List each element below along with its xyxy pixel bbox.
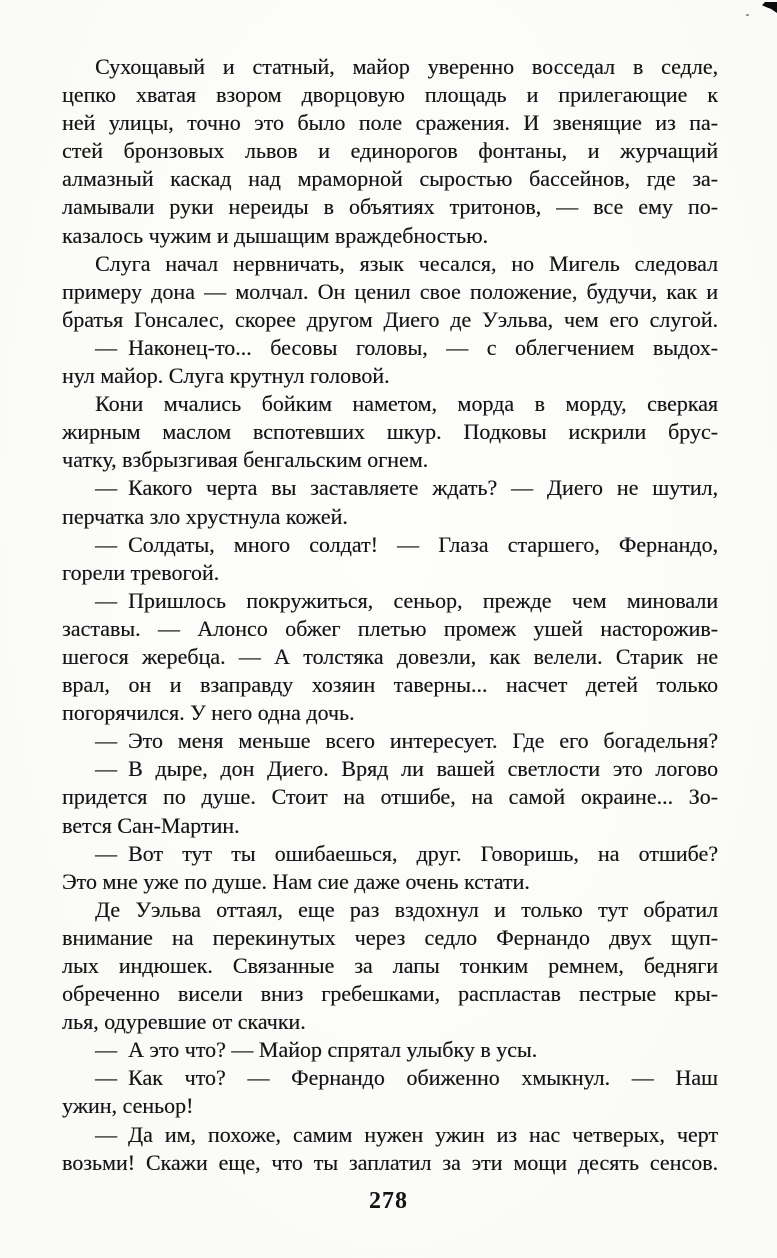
text-line: ужин, сеньор! — [62, 1093, 194, 1119]
text-line: Это мне уже по душе. Нам сие даже очень кстати. — [62, 868, 530, 894]
text-line: — Пришлось покружиться, сеньор, прежде чем миновали — [95, 587, 718, 613]
text-line: алмазный каскад над мраморной сыростью бассейнов, где за- — [62, 166, 718, 192]
paragraph — [62, 1121, 718, 1177]
text-line: — Как что? — Фернандо обиженно хмыкнул. — Наш — [95, 1065, 718, 1091]
paragraph — [62, 1064, 718, 1120]
paragraph — [62, 840, 718, 896]
text-line: Кони мчались бойким наметом, морда в морду, сверкая — [95, 391, 718, 417]
paragraph — [62, 250, 718, 334]
text-line: обреченно висели вниз гребешками, распластав пестрые кры- — [62, 981, 718, 1007]
paragraph — [62, 1036, 718, 1064]
text-line: чатку, взбрызгивая бенгальским огнем. — [62, 447, 429, 473]
paragraph — [62, 587, 718, 727]
text-line: — Это меня меньше всего интересует. Где его богадельня? — [95, 728, 718, 754]
paragraph — [62, 896, 718, 1036]
text-line: возьми! Скажи еще, что ты заплатил за эти мощи десять сенсов. — [62, 1149, 718, 1175]
text-line: Слуга начал нервничать, язык чесался, но Мигель следовал — [95, 250, 718, 276]
text-line: — Вот тут ты ошибаешься, друг. Говоришь, на отшибе? — [95, 840, 718, 866]
text-line: лья, одуревшие от скачки. — [62, 1009, 306, 1035]
paragraph — [62, 727, 718, 755]
text-line: жирным маслом вспотевших шкур. Подковы искрили брус- — [62, 419, 718, 445]
paragraph — [62, 53, 718, 250]
text-line: заставы. — Алонсо обжег плетью промеж ушей насторожив- — [62, 615, 718, 641]
page-number: 278 — [369, 1188, 408, 1214]
paragraph — [62, 474, 718, 530]
text-line: — Солдаты, много солдат! — Глаза старшего, Фернандо, — [95, 531, 718, 557]
text-line: братья Гонсалес, скорее другом Диего де Уэльва, чем его слугой. — [62, 306, 718, 332]
text-line: придется по душе. Стоит на отшибе, на самой окраине... Зо- — [62, 784, 718, 810]
scan-artifact-corner-mark — [762, 2, 777, 13]
text-line: — Да им, похоже, самим нужен ужин из нас четверых, черт — [95, 1121, 718, 1147]
text-line: вется Сан-Мартин. — [62, 812, 240, 838]
paragraph — [62, 334, 718, 390]
text-line: Де Уэльва оттаял, еще раз вздохнул и только тут обратил — [95, 896, 718, 922]
paragraph — [62, 390, 718, 474]
paragraph — [62, 531, 718, 587]
text-line: шегося жеребца. — А толстяка довезли, как велели. Старик не — [62, 643, 718, 669]
paragraph — [62, 755, 718, 839]
text-line: стей бронзовых львов и единорогов фонтаны, и журчащий — [62, 138, 718, 164]
text-line: ламывали руки нереиды в объятиях тритонов, — все ему по- — [62, 194, 718, 220]
text-line: примеру дона — молчал. Он ценил свое положение, будучи, как и — [62, 278, 718, 304]
text-line: внимание на перекинутых через седло Фернандо двух щуп- — [62, 924, 718, 950]
page-text — [62, 53, 718, 1177]
text-line: — Наконец-то... бесовы головы, — с облегчением выдох- — [95, 334, 718, 360]
text-line: перчатка зло хрустнула кожей. — [62, 503, 348, 529]
text-line: лых индюшек. Связанные за лапы тонким ремнем, бедняги — [62, 953, 718, 978]
text-line: казалось чужим и дышащим враждебностью. — [62, 222, 489, 248]
text-line: — Какого черта вы заставляете ждать? — Диего не шутил, — [95, 475, 718, 501]
text-line: горели тревогой. — [62, 559, 220, 585]
text-line: врал, он и взаправду хозяин таверны... насчет детей только — [62, 672, 718, 698]
text-line: — В дыре, дон Диего. Вряд ли вашей светлости это логово — [95, 756, 718, 782]
text-line: Сухощавый и статный, майор уверенно восседал в седле, — [95, 54, 718, 79]
scan-artifact-speck — [746, 14, 749, 16]
text-line: погорячился. У него одна дочь. — [62, 700, 355, 726]
text-line: ней улицы, точно это было поле сражения. И звенящие из па- — [62, 110, 718, 136]
text-line: нул майор. Слуга крутнул головой. — [62, 363, 390, 389]
text-line: — А это что? — Майор спрятал улыбку в усы. — [95, 1037, 538, 1063]
text-line: цепко хватая взором дворцовую площадь и прилегающие к — [62, 82, 718, 108]
